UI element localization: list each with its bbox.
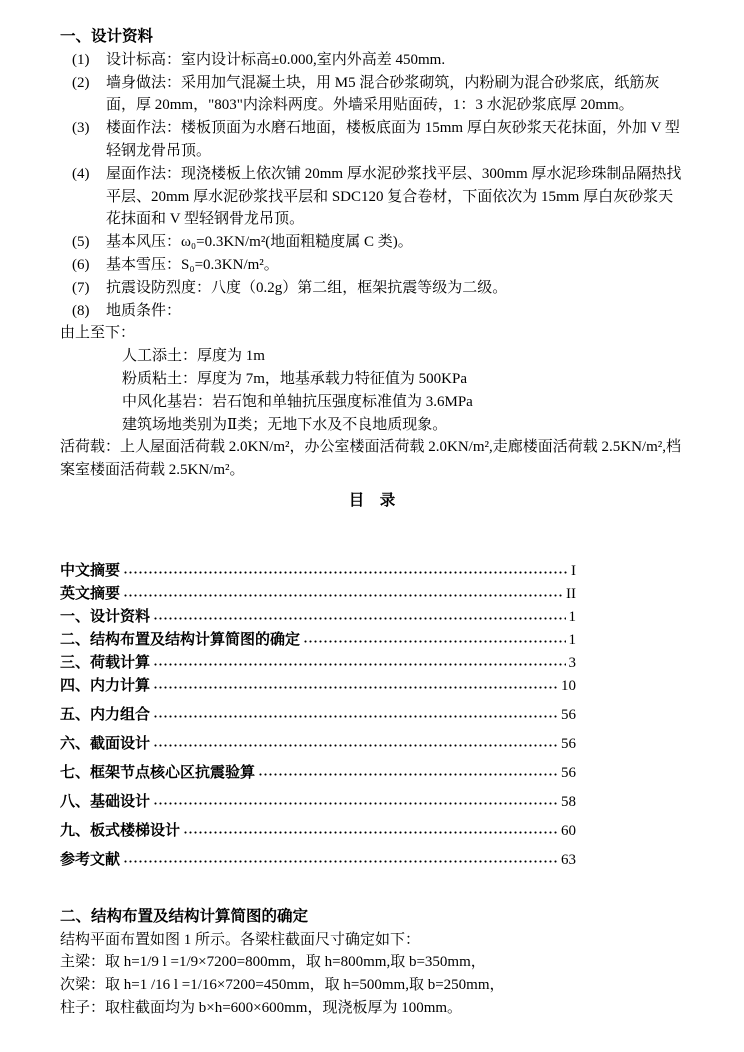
dot-leader <box>303 635 565 648</box>
list-item <box>60 277 684 300</box>
toc-entry <box>60 821 576 841</box>
item-number: (6) <box>72 256 90 273</box>
stratum-line: 粉质粘土：厚度为 7m，地基承载力特征值为 500KPa <box>122 370 468 387</box>
item-text: 墙身做法：采用加气混凝土块，用 M5 混合砂浆砌筑，内粉刷为混合砂浆底，纸筋灰面，厚 20mm，"803"内涂料两度。外墙采用贴面砖，1：3 水泥砂浆底厚 20mm。 <box>106 74 660 114</box>
item-number: (7) <box>72 279 90 296</box>
toc-entry-page: 56 <box>561 764 576 781</box>
list-item <box>60 72 684 118</box>
item-number: (1) <box>72 51 90 68</box>
toc-entry-label: 二、结构布置及结构计算简图的确定 <box>60 631 301 648</box>
layout-line: 次梁：取 h=1 /16 l =1/16×7200=450mm，取 h=500mm,取 b=250mm， <box>60 977 505 994</box>
toc-entry-page: 3 <box>568 654 576 671</box>
toc-entry <box>60 630 576 650</box>
dot-leader <box>153 681 558 694</box>
item-text: 地质条件： <box>106 302 182 319</box>
item-text: 抗震设防烈度：八度（0.2g）第二组，框架抗震等级为二级。 <box>106 279 508 296</box>
dot-leader <box>153 612 565 625</box>
toc-entry-label: 英文摘要 <box>60 585 121 602</box>
item-number: (8) <box>72 302 90 319</box>
table-of-contents <box>60 561 576 870</box>
toc-entry <box>60 734 576 754</box>
section-heading-structural-layout: 二、结构布置及结构计算简图的确定 <box>60 907 309 925</box>
toc-entry <box>60 607 576 627</box>
item-text: 楼面作法：楼板顶面为水磨石地面，楼板底面为 15mm 厚白灰砂浆天花抹面，外加 V 型轻钢龙骨吊顶。 <box>106 120 680 159</box>
toc-entry-page: 56 <box>561 735 576 752</box>
item-number: (2) <box>72 74 90 91</box>
dot-leader <box>123 855 558 868</box>
toc-title: 目 录 <box>348 491 396 509</box>
item-text: 基本雪压：S₀=0.3KN/m²。 <box>106 256 279 273</box>
toc-entry <box>60 792 576 812</box>
layout-line: 主梁：取 h=1/9 l =1/9×7200=800mm，取 h=800mm,取 b=350mm， <box>60 954 486 971</box>
toc-entry-page: 63 <box>561 851 576 868</box>
dot-leader <box>183 826 558 839</box>
dot-leader <box>153 739 558 752</box>
stratum-line: 人工添土：厚度为 1m <box>122 348 265 365</box>
toc-entry-label: 六、截面设计 <box>60 735 151 752</box>
toc-entry <box>60 763 576 783</box>
live-load-paragraph: 活荷载：上人屋面活荷载 2.0KN/m²，办公室楼面活荷载 2.0KN/m²,走廊楼面活荷载 2.5KN/m²,档案室楼面活荷载 2.5KN/m²。 <box>60 439 681 479</box>
list-item <box>60 231 684 254</box>
dot-leader <box>153 797 558 810</box>
toc-entry-page: 1 <box>568 608 576 625</box>
list-item <box>60 163 684 231</box>
list-item <box>60 254 684 277</box>
stratum-line: 中风化基岩：岩石饱和单轴抗压强度标准值为 3.6MPa <box>122 393 473 410</box>
toc-entry-label: 中文摘要 <box>60 562 121 579</box>
layout-line: 结构平面布置如图 1 所示。各梁柱截面尺寸确定如下： <box>60 931 421 948</box>
toc-entry-label: 一、设计资料 <box>60 608 151 625</box>
dot-leader <box>123 566 568 579</box>
dot-leader <box>123 589 563 602</box>
toc-entry-label: 八、基础设计 <box>60 793 151 810</box>
list-item <box>60 117 684 163</box>
toc-entry <box>60 653 576 673</box>
toc-entry-page: 58 <box>561 793 576 810</box>
toc-entry-page: 10 <box>561 677 576 694</box>
layout-line: 柱子：取柱截面均为 b×h=600×600mm，现浇板厚为 100mm。 <box>60 999 463 1016</box>
toc-entry <box>60 584 576 604</box>
strata-intro: 由上至下： <box>60 325 136 342</box>
toc-entry-page: II <box>566 585 576 602</box>
toc-entry <box>60 705 576 725</box>
toc-entry <box>60 850 576 870</box>
toc-entry-label: 九、板式楼梯设计 <box>60 822 181 839</box>
toc-entry-label: 七、框架节点核心区抗震验算 <box>60 764 256 781</box>
item-number: (4) <box>72 165 90 182</box>
toc-entry-page: 1 <box>568 631 576 648</box>
dot-leader <box>153 658 565 671</box>
dot-leader <box>258 768 558 781</box>
toc-entry-label: 参考文献 <box>60 851 121 868</box>
item-text: 设计标高：室内设计标高±0.000,室内外高差 450mm. <box>106 51 446 68</box>
toc-entry-label: 五、内力组合 <box>60 706 151 723</box>
list-item <box>60 49 684 72</box>
item-number: (5) <box>72 234 90 251</box>
item-text: 屋面作法：现浇楼板上依次铺 20mm 厚水泥砂浆找平层、300mm 厚水泥珍珠制品隔热找平层、20mm 厚水泥砂浆找平层和 SDC120 复合卷材，下面依次为 15mm 厚白灰砂浆天花抹面和 V 型轻钢骨龙吊顶。 <box>106 165 682 228</box>
toc-entry-label: 三、荷载计算 <box>60 654 151 671</box>
toc-entry-page: 60 <box>561 822 576 839</box>
list-item <box>60 300 684 323</box>
item-text: 基本风压：ω₀=0.3KN/m²(地面粗糙度属 C 类)。 <box>106 234 413 251</box>
dot-leader <box>153 710 558 723</box>
stratum-line: 建筑场地类别为Ⅱ类；无地下水及不良地质现象。 <box>122 416 448 433</box>
toc-entry <box>60 676 576 696</box>
toc-entry <box>60 561 576 581</box>
toc-entry-label: 四、内力计算 <box>60 677 151 694</box>
toc-entry-page: I <box>571 562 576 579</box>
section-heading-design-data: 一、设计资料 <box>60 28 154 45</box>
item-number: (3) <box>72 120 90 137</box>
toc-entry-page: 56 <box>561 706 576 723</box>
